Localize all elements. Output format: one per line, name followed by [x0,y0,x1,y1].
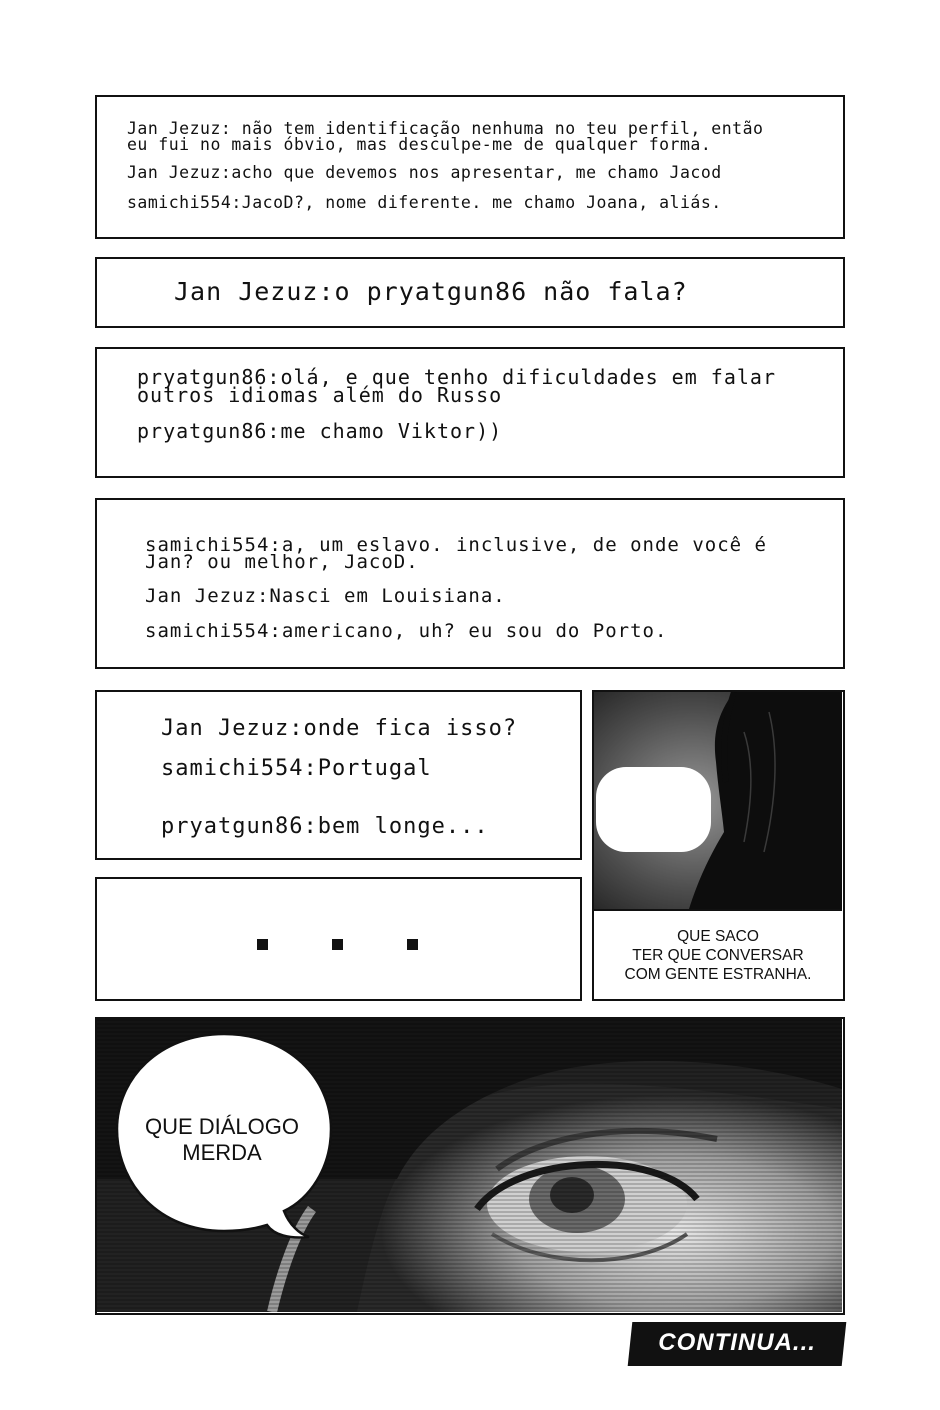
chat-line: Jan Jezuz: não tem identificação nenhuma no teu perfil, então [127,119,764,138]
character-panel [592,690,845,1001]
caption-line: TER QUE CONVERSAR [632,947,804,964]
speech-bubble-line: MERDA [182,1140,262,1165]
chat-line: Jan Jezuz:onde fica isso? [161,716,518,741]
caption-line: COM GENTE ESTRANHA. [624,966,812,983]
eye-closeup-panel [95,1017,845,1315]
chat-line: samichi554:a, um eslavo. inclusive, de onde você é [145,534,767,556]
chat-panel-2 [95,257,845,328]
chat-panel-4 [95,498,845,669]
continua-badge [628,1322,847,1366]
ellipsis-dot [407,939,418,950]
chat-line: outros idiomas além do Russo [137,383,503,407]
chat-panel-5 [95,690,582,860]
character-silhouette-image [594,692,842,909]
chat-line: Jan Jezuz:acho que devemos nos apresentar, me chamo Jacod [127,163,722,182]
caption-line: QUE SACO [677,928,759,945]
ellipsis-dot [257,939,268,950]
chat-panel-3 [95,347,845,478]
chat-line: pryatgun86:bem longe... [161,814,489,839]
chat-line: pryatgun86:me chamo Viktor)) [137,419,503,443]
chat-line: pryatgun86:olá, e que tenho dificuldades em falar [137,365,777,389]
ellipsis-panel [95,877,582,1001]
chat-line: eu fui no mais óbvio, mas desculpe-me de qualquer forma. [127,135,712,154]
ellipsis-dot [332,939,343,950]
chat-line: samichi554:JacoD?, nome diferente. me chamo Joana, aliás. [127,193,722,212]
chat-line: Jan? ou melhor, JacoD. [145,551,419,573]
continua-label: CONTINUA... [658,1329,816,1356]
chat-line: Jan Jezuz:o pryatgun86 não fala? [174,277,688,306]
speech-bubble-line: QUE DIÁLOGO [144,1114,300,1139]
chat-panel-1 [95,95,845,239]
chat-line: samichi554:americano, uh? eu sou do Porto. [145,620,668,642]
chat-line: samichi554:Portugal [161,756,432,781]
chat-line: Jan Jezuz:Nasci em Louisiana. [145,585,506,607]
